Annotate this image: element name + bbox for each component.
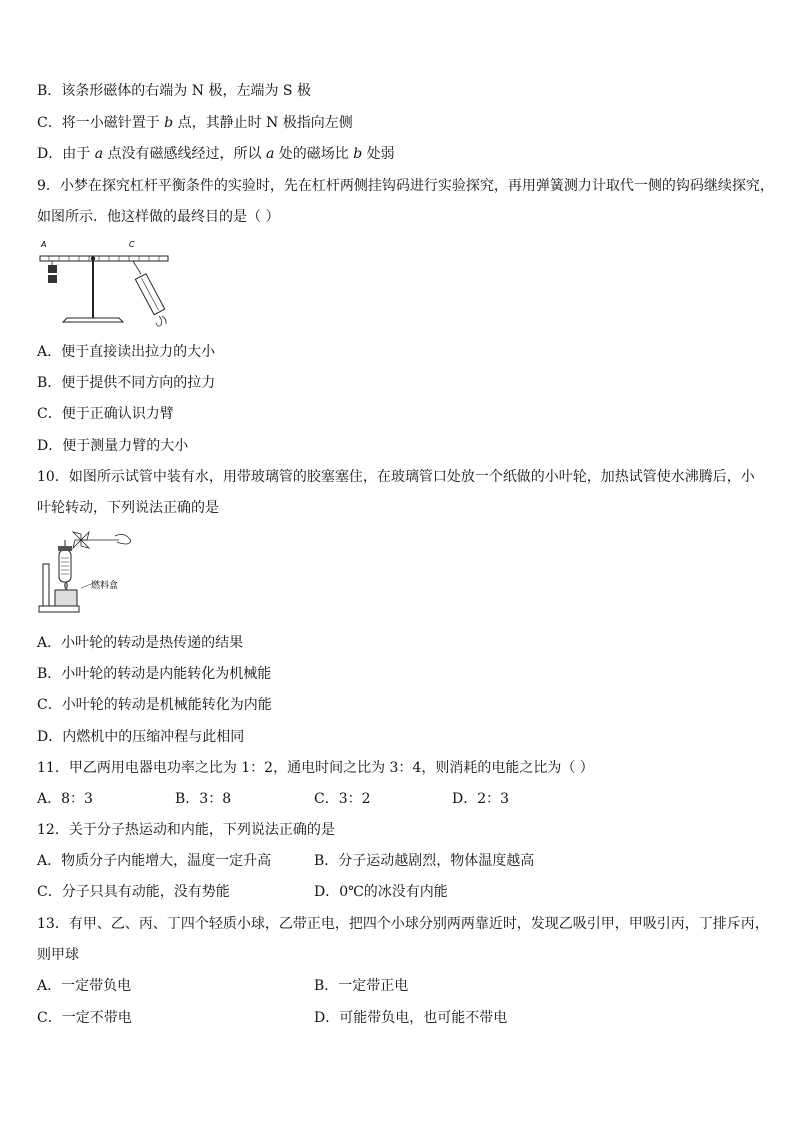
- q12-option-d: D．0℃的冰没有内能: [314, 884, 448, 900]
- weight-block-2: [48, 275, 57, 283]
- lever-balance-figure: [37, 238, 177, 330]
- q13-option-b: B．一定带正电: [314, 978, 409, 994]
- q11-option-a: A．8：3: [37, 791, 93, 807]
- q8-option-d-point-a2: a: [265, 146, 275, 162]
- q8-option-b: B．该条形磁体的右端为 N 极，左端为 S 极: [37, 83, 311, 99]
- q11-option-d: D．2：3: [452, 791, 510, 807]
- q11-stem: 11．甲乙两用电器电功率之比为 1：2，通电时间之比为 3：4，则消耗的电能之比为（ ）: [37, 760, 594, 776]
- q8-option-c-text-1: C．将一小磁针置于: [37, 115, 165, 131]
- flame-icon: [65, 582, 68, 590]
- q12-stem: 12．关于分子热运动和内能，下列说法正确的是: [37, 822, 335, 838]
- hand-icon-2: [115, 534, 131, 544]
- label-leader: [81, 584, 91, 588]
- q9-stem-line-2: 如图所示．他这样做的最终目的是（ ）: [37, 209, 280, 225]
- q8-option-d-text-4: 处弱: [362, 146, 395, 162]
- q10-option-c: C．小叶轮的转动是机械能转化为内能: [37, 697, 272, 713]
- q9-option-d: D．便于测量力臂的大小: [37, 438, 189, 454]
- lever-label-a: A: [41, 240, 47, 249]
- q8-option-c-text-2: 点，其静止时 N 极指向左侧: [173, 115, 353, 131]
- q9-stem-line-1: 9．小梦在探究杠杆平衡条件的实验时，先在杠杆两侧挂钩码进行实验探究，再用弹簧测力计取代一侧的钩码继续探究，: [37, 178, 774, 194]
- q12-option-b: B．分子运动越剧烈，物体温度越高: [314, 853, 535, 869]
- rubber-stopper: [58, 546, 72, 551]
- q12-option-c: C．分子只具有动能，没有势能: [37, 884, 230, 900]
- q11-option-c: C．3：2: [314, 791, 371, 807]
- hand-icon: [156, 316, 166, 326]
- q8-option-d: [37, 144, 395, 164]
- stand-pole: [43, 564, 49, 606]
- fuel-box-label: 燃料盒: [91, 581, 119, 591]
- q12-option-a: A．物质分子内能增大，温度一定升高: [37, 853, 272, 869]
- fuel-box: [55, 590, 77, 606]
- q10-stem-line-1: 10．如图所示试管中装有水，用带玻璃管的胶塞塞住，在玻璃管口处放一个纸做的小叶轮，加热试管使水沸腾后，小: [37, 469, 755, 485]
- q10-option-b: B．小叶轮的转动是内能转化为机械能: [37, 666, 272, 682]
- lever-stand-base: [63, 318, 123, 322]
- q9-option-a: A．便于直接读出拉力的大小: [37, 344, 216, 360]
- q13-stem-line-2: 则甲球: [37, 947, 79, 963]
- q10-stem-line-2: 叶轮转动，下列说法正确的是: [37, 500, 219, 516]
- q8-option-d-point-b: b: [353, 146, 363, 162]
- q8-option-d-text-3: 处的磁场比: [274, 146, 354, 162]
- lever-label-c: C: [129, 240, 135, 249]
- q10-option-d: D．内燃机中的压缩冲程与此相同: [37, 729, 245, 745]
- weight-block-1: [48, 265, 57, 273]
- spring-scale: [135, 274, 164, 315]
- q11-option-b: B．3：8: [175, 791, 232, 807]
- q8-option-d-text-2: 点没有磁感线经过，所以: [103, 146, 266, 162]
- q13-stem-line-1: 13．有甲、乙、丙、丁四个轻质小球，乙带正电，把四个小球分别两两靠近时，发现乙吸引甲，甲吸引丙，丁排斥丙，: [37, 916, 769, 932]
- stand-base: [39, 606, 79, 612]
- q9-option-b: B．便于提供不同方向的拉力: [37, 375, 216, 391]
- q9-option-c: C．便于正确认识力臂: [37, 406, 174, 422]
- q8-option-c-point-b: b: [164, 115, 174, 131]
- q13-option-a: A．一定带负电: [37, 978, 132, 994]
- q13-option-c: C．一定不带电: [37, 1010, 132, 1026]
- q8-option-d-point-a1: a: [94, 146, 104, 162]
- test-tube-pinwheel-figure: [37, 528, 145, 616]
- q8-option-d-text-1: D．由于: [37, 146, 95, 162]
- q13-option-d: D．可能带负电，也可能不带电: [314, 1010, 508, 1026]
- scale-hook: [133, 261, 141, 274]
- q10-option-a: A．小叶轮的转动是热传递的结果: [37, 635, 244, 651]
- q8-option-c: [37, 113, 353, 133]
